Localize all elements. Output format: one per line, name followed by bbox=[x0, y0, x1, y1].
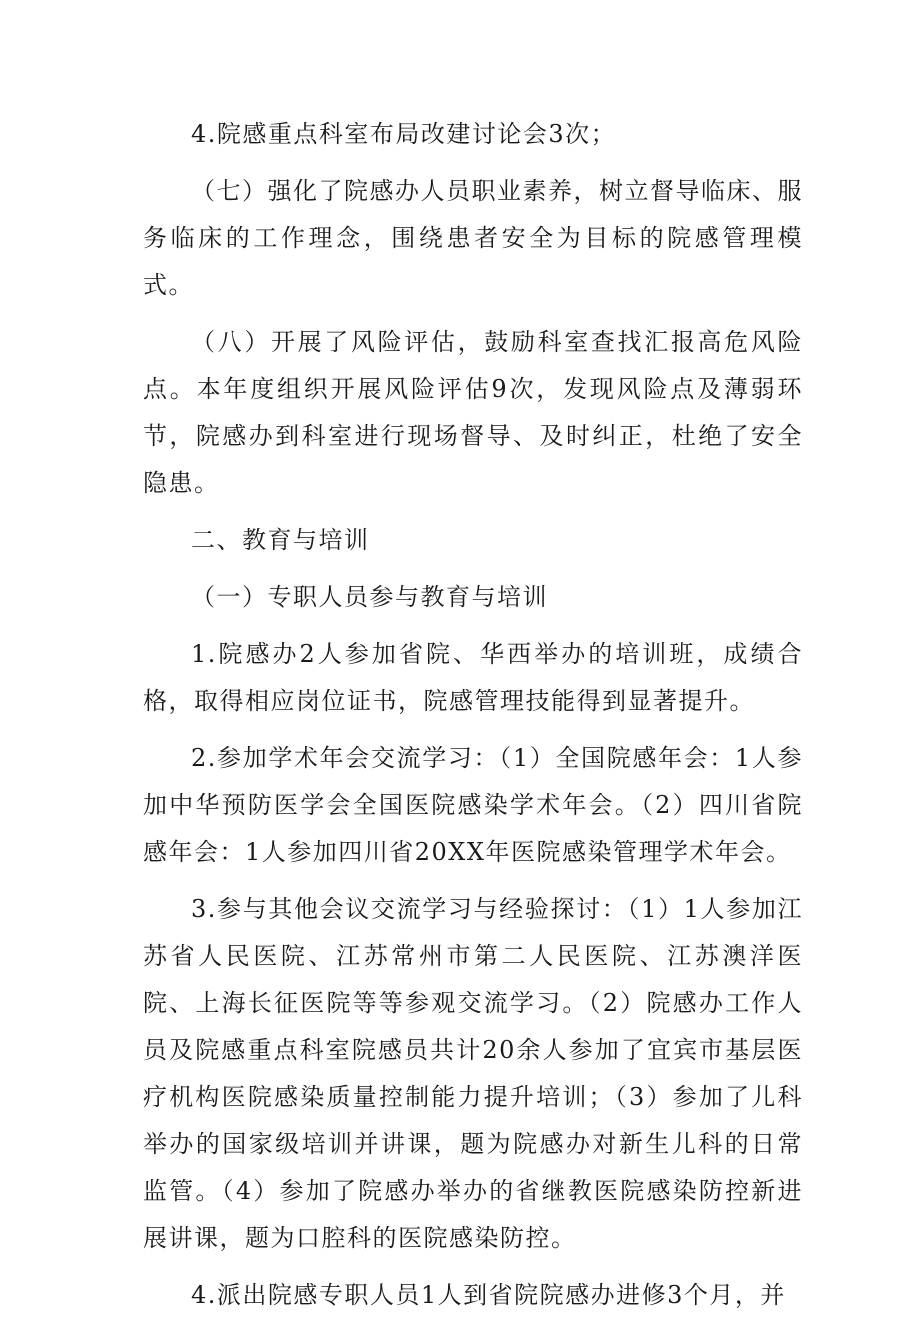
paragraph-section-8: （八）开展了风险评估，鼓励科室查找汇报高危风险点。本年度组织开展风险评估9次，发现风险点及薄弱环节，院感办到科室进行现场督导、及时纠正，杜绝了安全隐患。 bbox=[143, 328, 803, 497]
paragraph-training-item-2: 2.参加学术年会交流学习：（1）全国院感年会：1人参加中华预防医学会全国医院感染学术年会。（2）四川省院感年会：1人参加四川省20XX年医院感染管理学术年会。 bbox=[143, 744, 803, 866]
section-heading-education-training: 二、教育与培训 bbox=[191, 526, 370, 554]
paragraph-training-item-1: 1.院感办2人参加省院、华西举办的培训班，成绩合格，取得相应岗位证书，院感管理技能得到显著提升。 bbox=[143, 640, 803, 715]
paragraph-section-7: （七）强化了院感办人员职业素养，树立督导临床、服务临床的工作理念，围绕患者安全为目标的院感管理模式。 bbox=[143, 177, 803, 299]
paragraph-item-4-layout-meeting: 4.院感重点科室布局改建讨论会3次； bbox=[191, 120, 617, 148]
paragraph-training-item-3: 3.参与其他会议交流学习与经验探讨：（1）1人参加江苏省人民医院、江苏常州市第二人民医院、江苏澳洋医院、上海长征医院等等参观交流学习。（2）院感办工作人员及院感重点科室院感员共计20余人参加了宜宾市基层医疗机构医院感染质量控制能力提升培训；（3）参加了儿科举办的国家级培训并讲课，题为院感办对新生儿科的日常监管。（4）参加了院感办举办的省继教医院感染防控新进展讲课，题为口腔科的医院感染防控。 bbox=[143, 895, 803, 1252]
subsection-heading-staff-training: （一）专职人员参与教育与培训 bbox=[191, 583, 548, 611]
document-body bbox=[143, 111, 803, 1329]
paragraph-training-item-4: 4.派出院感专职人员1人到省院院感办进修3个月，并 bbox=[191, 1281, 786, 1309]
